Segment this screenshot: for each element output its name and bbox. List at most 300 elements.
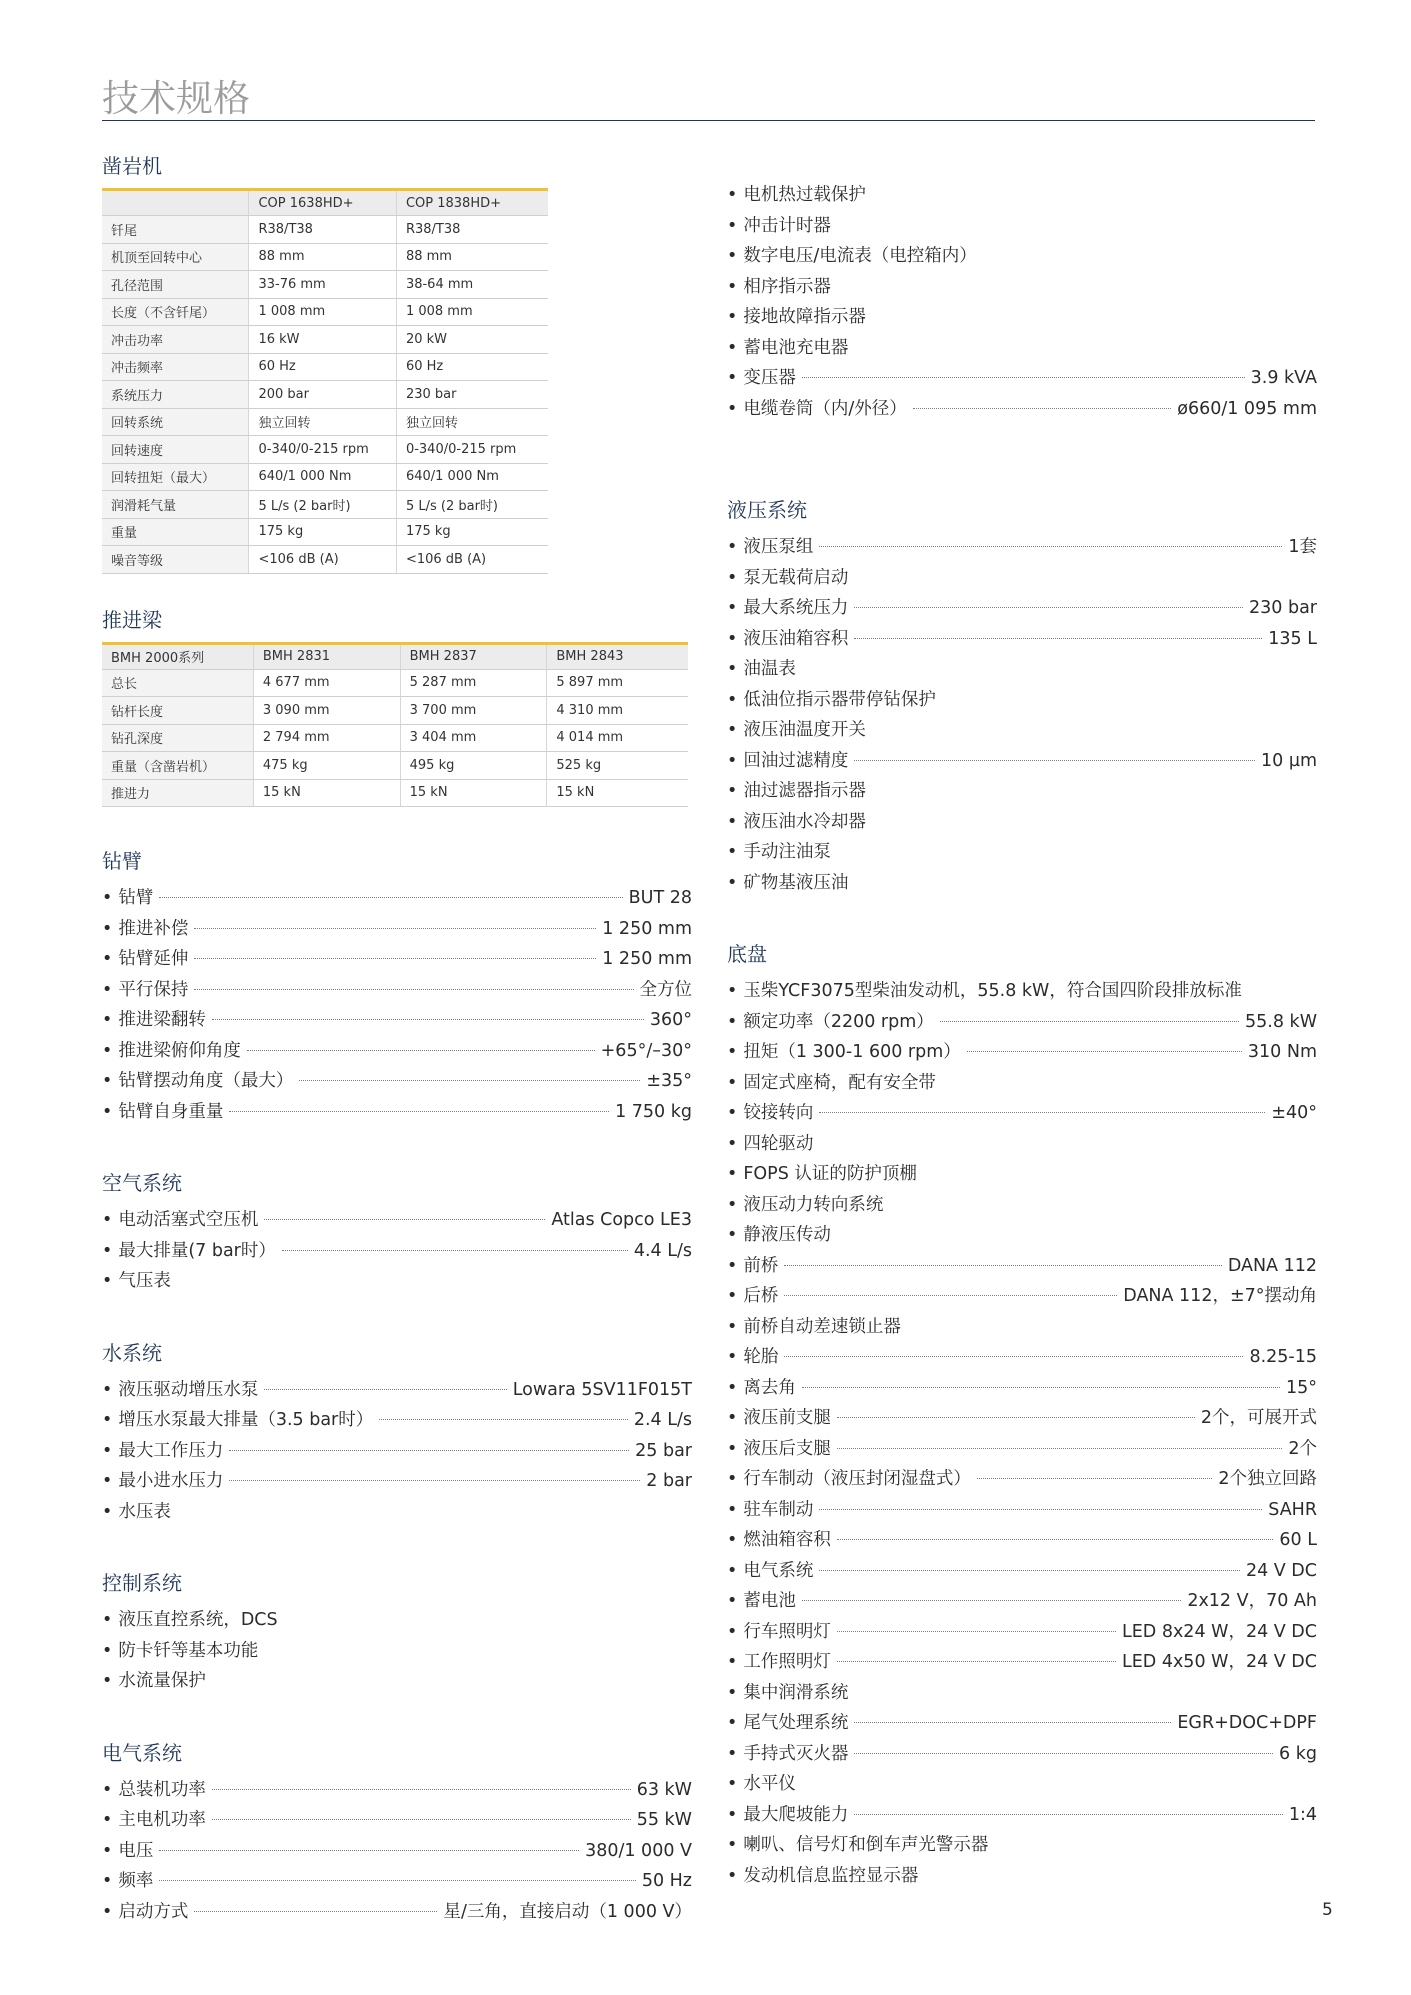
spec-label: 变压器 [743, 368, 796, 388]
spec-item [727, 1190, 1317, 1221]
spec-item [727, 593, 1317, 624]
spec-item [102, 1897, 692, 1928]
spec-value: 380/1 000 V [585, 1840, 692, 1861]
cell-value: 38-64 mm [396, 271, 548, 299]
spec-value: 135 L [1268, 628, 1317, 649]
dot-leader [819, 1509, 1262, 1510]
spec-item [727, 1373, 1317, 1404]
spec-value: ±40° [1271, 1103, 1317, 1123]
bullet-icon: • [727, 1408, 738, 1428]
bullet-icon: • [102, 1210, 113, 1230]
table-row [102, 463, 548, 491]
bullet-icon: • [102, 1410, 113, 1430]
dot-leader [247, 1050, 595, 1051]
bullet-icon: • [727, 1042, 738, 1062]
spec-value: 3.9 kVA [1250, 368, 1317, 388]
bullet-icon: • [102, 1101, 113, 1122]
bullet-icon: • [727, 842, 738, 862]
spec-value: 2x12 V，70 Ah [1187, 1591, 1317, 1611]
row-label: 总长 [102, 669, 253, 697]
spec-label: 蓄电池 [743, 1591, 796, 1611]
dot-leader [940, 1021, 1239, 1022]
bullet-icon: • [727, 185, 738, 205]
spec-value: DANA 112 [1227, 1255, 1317, 1276]
spec-value: 1 750 kg [615, 1101, 692, 1122]
dot-leader [819, 1112, 1265, 1113]
bullet-icon: • [727, 1682, 738, 1703]
cell-value: 1 008 mm [249, 298, 396, 326]
cell-value: 5 L/s (2 bar时) [249, 491, 396, 519]
spec-value: 8.25-15 [1249, 1347, 1317, 1367]
bullet-icon: • [727, 872, 738, 893]
dot-leader [837, 1631, 1116, 1632]
spec-label: 油过滤器指示器 [743, 781, 866, 801]
cell-value: 5 287 mm [400, 669, 547, 697]
dot-leader [229, 1111, 609, 1112]
bullet-icon: • [102, 1640, 113, 1661]
spec-value: 全方位 [639, 979, 692, 1000]
bullet-icon: • [727, 1865, 738, 1886]
spec-item [102, 1605, 692, 1636]
spec-item [102, 1836, 692, 1867]
row-label: 机顶至回转中心 [102, 243, 249, 271]
bullet-icon: • [102, 1271, 113, 1291]
table-row [102, 381, 548, 409]
row-label: 冲击频率 [102, 353, 249, 381]
dot-leader [837, 1417, 1195, 1418]
spec-value: 6 kg [1279, 1743, 1317, 1764]
spec-item [727, 241, 1317, 272]
column-header: COP 1638HD+ [249, 190, 396, 216]
spec-value: Atlas Copco LE3 [551, 1210, 692, 1230]
table-row [102, 216, 548, 244]
section-title-control: 控制系统 [102, 1571, 182, 1595]
spec-item [727, 302, 1317, 333]
cell-value: 16 kW [249, 326, 396, 354]
spec-label: 工作照明灯 [743, 1652, 831, 1672]
spec-value: DANA 112，±7°摆动角 [1123, 1286, 1317, 1306]
spec-item [727, 272, 1317, 303]
spec-value: 1:4 [1288, 1804, 1317, 1825]
cell-value: 4 310 mm [547, 697, 688, 725]
spec-item [727, 1525, 1317, 1556]
spec-label: 扭矩（1 300-1 600 rpm） [743, 1042, 961, 1062]
spec-item [727, 624, 1317, 655]
row-label: 回转速度 [102, 436, 249, 464]
spec-item [102, 1866, 692, 1897]
section-title-hydraulic: 液压系统 [727, 498, 807, 522]
dot-leader [802, 1600, 1181, 1601]
bullet-icon: • [727, 1469, 738, 1489]
spec-value: 10 µm [1260, 750, 1317, 771]
dot-leader [212, 1819, 631, 1820]
right-column [727, 180, 1317, 1891]
spec-label: 离去角 [743, 1377, 796, 1398]
spec-label: 总装机功率 [118, 1779, 206, 1800]
cell-value: 60 Hz [396, 353, 548, 381]
bullet-icon: • [102, 1501, 113, 1522]
bullet-icon: • [727, 398, 738, 419]
spec-label: 钻臂摆动角度（最大） [118, 1071, 294, 1091]
table-row [102, 669, 688, 697]
bullet-icon: • [727, 1621, 738, 1642]
cell-value: 175 kg [396, 518, 548, 546]
cell-value: 475 kg [253, 752, 400, 780]
cell-value: 495 kg [400, 752, 547, 780]
spec-label: 增压水泵最大排量（3.5 bar时） [118, 1410, 374, 1430]
spec-value: ±35° [646, 1071, 692, 1091]
control-spec-list [102, 1605, 692, 1697]
spec-label: 燃油箱容积 [743, 1530, 831, 1550]
dot-leader [159, 1850, 579, 1851]
spec-label: 尾气处理系统 [743, 1713, 849, 1733]
spec-item [727, 715, 1317, 746]
bullet-icon: • [102, 1810, 113, 1830]
column-header: BMH 2837 [400, 643, 547, 669]
electric-spec-list [102, 1775, 692, 1928]
spec-value: 星/三角，直接启动（1 000 V） [443, 1901, 692, 1922]
dot-leader [854, 1814, 1283, 1815]
spec-item [102, 1636, 692, 1667]
spec-item [102, 914, 692, 945]
cell-value: 独立回转 [249, 408, 396, 436]
spec-label: 行车制动（液压封闭湿盘式） [743, 1469, 971, 1489]
carrier-spec-list [727, 976, 1317, 1891]
section-title-feed: 推进梁 [102, 607, 162, 632]
bullet-icon: • [727, 781, 738, 801]
row-label: 推进力 [102, 779, 253, 807]
cell-value: 33-76 mm [249, 271, 396, 299]
spec-item [727, 1403, 1317, 1434]
spec-item [727, 394, 1317, 425]
spec-item [727, 776, 1317, 807]
spec-item [727, 1251, 1317, 1282]
table-header-row [102, 643, 688, 669]
spec-value: 310 Nm [1247, 1042, 1317, 1062]
bullet-icon: • [727, 1255, 738, 1276]
spec-label: 液压驱动增压水泵 [118, 1379, 259, 1400]
bullet-icon: • [727, 215, 738, 236]
table-header-row [102, 190, 548, 216]
dot-leader [264, 1389, 506, 1390]
spec-item [102, 1036, 692, 1067]
spec-item [727, 1739, 1317, 1770]
dot-leader [194, 989, 633, 990]
dot-leader [264, 1219, 545, 1220]
bullet-icon: • [727, 567, 738, 588]
spec-label: 前桥 [743, 1255, 779, 1276]
spec-label: 行车照明灯 [743, 1621, 831, 1642]
dot-leader [967, 1051, 1242, 1052]
spec-label: 发动机信息监控显示器 [743, 1865, 919, 1886]
table-row [102, 271, 548, 299]
spec-value: ø660/1 095 mm [1177, 398, 1317, 419]
spec-item [102, 1097, 692, 1128]
cell-value: 15 kN [547, 779, 688, 807]
spec-label: 液压油温度开关 [743, 720, 866, 740]
spec-value: 15° [1285, 1377, 1317, 1398]
spec-item [727, 1464, 1317, 1495]
cell-value: 3 404 mm [400, 724, 547, 752]
spec-label: 最大系统压力 [743, 598, 849, 618]
spec-label: 轮胎 [743, 1347, 779, 1367]
spec-item [102, 1266, 692, 1297]
cell-value: 1 008 mm [396, 298, 548, 326]
dot-leader [229, 1450, 629, 1451]
spec-label: 玉柴YCF3075型柴油发动机，55.8 kW，符合国四阶段排放标准 [743, 981, 1242, 1001]
column-header: BMH 2843 [547, 643, 688, 669]
dot-leader [784, 1265, 1222, 1266]
bullet-icon: • [727, 276, 738, 297]
cell-value: 640/1 000 Nm [249, 463, 396, 491]
left-column [102, 150, 692, 1927]
dot-leader [159, 897, 622, 898]
spec-label: 最大排量(7 bar时） [118, 1240, 276, 1261]
spec-label: 液压动力转向系统 [743, 1194, 884, 1215]
spec-label: 回油过滤精度 [743, 750, 849, 771]
row-label: 噪音等级 [102, 546, 249, 574]
bullet-icon: • [727, 750, 738, 771]
cell-value: 230 bar [396, 381, 548, 409]
spec-value: EGR+DOC+DPF [1177, 1713, 1317, 1733]
spec-label: 主电机功率 [118, 1810, 206, 1830]
spec-item [102, 1375, 692, 1406]
section-title-air: 空气系统 [102, 1171, 182, 1195]
spec-value: 63 kW [636, 1779, 692, 1800]
spec-value: BUT 28 [628, 888, 692, 908]
dot-leader [194, 1911, 437, 1912]
spec-item [727, 807, 1317, 838]
spec-value: 60 L [1279, 1530, 1317, 1550]
spec-item [727, 563, 1317, 594]
spec-item [727, 1129, 1317, 1160]
bullet-icon: • [727, 1011, 738, 1032]
dot-leader [854, 638, 1262, 639]
dot-leader [212, 1789, 631, 1790]
dot-leader [854, 760, 1255, 761]
spec-label: 电动活塞式空压机 [118, 1210, 259, 1230]
dot-leader [159, 1880, 635, 1881]
table-row [102, 491, 548, 519]
column-header [102, 190, 249, 216]
bullet-icon: • [102, 1871, 113, 1891]
spec-item [727, 1342, 1317, 1373]
spec-label: 油温表 [743, 659, 796, 679]
row-label: 重量 [102, 518, 249, 546]
table-row [102, 752, 688, 780]
cell-value: 2 794 mm [253, 724, 400, 752]
spec-label: 平行保持 [118, 979, 189, 1000]
spec-label: 液压泵组 [743, 537, 814, 557]
bullet-icon: • [727, 368, 738, 388]
cell-value: 20 kW [396, 326, 548, 354]
column-header: BMH 2000系列 [102, 643, 253, 669]
spec-item [727, 1098, 1317, 1129]
spec-value: 25 bar [635, 1440, 692, 1461]
row-label: 钎尾 [102, 216, 249, 244]
bullet-icon: • [727, 537, 738, 557]
spec-item [727, 976, 1317, 1007]
spec-value: 2个，可展开式 [1200, 1408, 1317, 1428]
spec-label: 电缆卷筒（内/外径） [743, 398, 907, 419]
spec-item [727, 1861, 1317, 1892]
bullet-icon: • [102, 1901, 113, 1922]
bullet-icon: • [727, 1743, 738, 1764]
spec-label: 喇叭、信号灯和倒车声光警示器 [743, 1835, 989, 1855]
cell-value: 88 mm [396, 243, 548, 271]
cell-value: 5 L/s (2 bar时) [396, 491, 548, 519]
bullet-icon: • [102, 918, 113, 939]
bullet-icon: • [102, 1671, 113, 1691]
spec-label: 钻臂延伸 [118, 949, 189, 969]
bullet-icon: • [102, 1010, 113, 1030]
spec-item [727, 1037, 1317, 1068]
spec-item [727, 1007, 1317, 1038]
bullet-icon: • [727, 981, 738, 1001]
table-row [102, 326, 548, 354]
spec-label: 矿物基液压油 [743, 872, 849, 893]
spec-value: 2个 [1288, 1438, 1317, 1459]
cell-value: 15 kN [400, 779, 547, 807]
spec-label: 推进补偿 [118, 918, 189, 939]
spec-label: 接地故障指示器 [743, 307, 866, 327]
spec-item [102, 1805, 692, 1836]
row-label: 钻杆长度 [102, 697, 253, 725]
dot-leader [194, 928, 596, 929]
cell-value: 88 mm [249, 243, 396, 271]
dot-leader [837, 1448, 1283, 1449]
spec-label: 液压油箱容积 [743, 628, 849, 649]
spec-label: 额定功率（2200 rpm） [743, 1011, 934, 1032]
bullet-icon: • [102, 1840, 113, 1861]
spec-label: 四轮驱动 [743, 1133, 814, 1154]
table-row [102, 724, 688, 752]
dot-leader [282, 1250, 628, 1251]
row-label: 回转系统 [102, 408, 249, 436]
bullet-icon: • [102, 949, 113, 969]
spec-item [102, 944, 692, 975]
bullet-icon: • [727, 246, 738, 266]
table-row [102, 697, 688, 725]
drill-spec-table [102, 188, 548, 574]
dot-leader [977, 1478, 1213, 1479]
spec-item [727, 1647, 1317, 1678]
page-number: 5 [1322, 1900, 1333, 1920]
spec-label: 液压前支腿 [743, 1408, 831, 1428]
dot-leader [913, 408, 1172, 409]
spec-label: 水压表 [118, 1501, 171, 1522]
spec-value: 1套 [1288, 537, 1317, 557]
bullet-icon: • [727, 1316, 738, 1337]
boom-spec-list [102, 883, 692, 1127]
spec-item [102, 1066, 692, 1097]
spec-value: 2.4 L/s [633, 1410, 692, 1430]
spec-label: 电压 [118, 1840, 154, 1861]
spec-item [102, 1775, 692, 1806]
bullet-icon: • [102, 979, 113, 1000]
bullet-icon: • [727, 628, 738, 649]
row-label: 冲击功率 [102, 326, 249, 354]
spec-value: 360° [649, 1010, 692, 1030]
section-title-electric: 电气系统 [102, 1740, 182, 1765]
spec-item [727, 1312, 1317, 1343]
spec-value: 4.4 L/s [633, 1240, 692, 1261]
spec-value: 1 250 mm [602, 949, 692, 969]
bullet-icon: • [727, 1499, 738, 1520]
spec-item [727, 837, 1317, 868]
dot-leader [837, 1539, 1274, 1540]
spec-label: 静液压传动 [743, 1225, 831, 1245]
dot-leader [819, 546, 1282, 547]
bullet-icon: • [727, 1835, 738, 1855]
spec-item [102, 1436, 692, 1467]
bullet-icon: • [727, 307, 738, 327]
bullet-icon: • [727, 1164, 738, 1184]
spec-item [102, 1205, 692, 1236]
spec-value: 230 bar [1249, 598, 1317, 618]
dot-leader [784, 1356, 1243, 1357]
dot-leader [819, 1570, 1240, 1571]
spec-label: 启动方式 [118, 1901, 189, 1922]
table-row [102, 298, 548, 326]
spec-label: 后桥 [743, 1286, 779, 1306]
dot-leader [802, 1387, 1280, 1388]
row-label: 钻孔深度 [102, 724, 253, 752]
spec-value: 50 Hz [641, 1871, 692, 1891]
bullet-icon: • [727, 659, 738, 679]
bullet-icon: • [727, 337, 738, 358]
cell-value: R38/T38 [396, 216, 548, 244]
spec-label: 相序指示器 [743, 276, 831, 297]
dot-leader [854, 607, 1243, 608]
row-label: 回转扭矩（最大） [102, 463, 249, 491]
bullet-icon: • [727, 598, 738, 618]
spec-label: 冲击计时器 [743, 215, 831, 236]
spec-item [727, 1159, 1317, 1190]
cell-value: 640/1 000 Nm [396, 463, 548, 491]
table-row [102, 518, 548, 546]
cell-value: 0-340/0-215 rpm [396, 436, 548, 464]
spec-label: 前桥自动差速锁止器 [743, 1316, 901, 1337]
dot-leader [194, 958, 596, 959]
spec-label: 最小进水压力 [118, 1471, 224, 1491]
spec-label: 推进梁俯仰角度 [118, 1040, 241, 1061]
spec-label: 液压油水冷却器 [743, 811, 866, 832]
spec-item [727, 532, 1317, 563]
bullet-icon: • [727, 1560, 738, 1581]
spec-item [727, 180, 1317, 211]
bullet-icon: • [727, 1774, 738, 1794]
bullet-icon: • [102, 888, 113, 908]
section-title-boom: 钻臂 [102, 849, 142, 873]
cell-value: 60 Hz [249, 353, 396, 381]
bullet-icon: • [727, 1072, 738, 1093]
bullet-icon: • [102, 1071, 113, 1091]
spec-value: LED 8x24 W，24 V DC [1121, 1621, 1317, 1642]
bullet-icon: • [102, 1610, 113, 1630]
spec-item [727, 1617, 1317, 1648]
cell-value: 200 bar [249, 381, 396, 409]
spec-label: 铰接转向 [743, 1103, 814, 1123]
spec-value: 2个独立回路 [1218, 1469, 1317, 1489]
hydraulic-spec-list [727, 532, 1317, 898]
section-title-drill: 凿岩机 [102, 154, 162, 178]
bullet-icon: • [102, 1471, 113, 1491]
spec-item [102, 975, 692, 1006]
bullet-icon: • [727, 1133, 738, 1154]
table-row [102, 408, 548, 436]
spec-item [727, 1830, 1317, 1861]
